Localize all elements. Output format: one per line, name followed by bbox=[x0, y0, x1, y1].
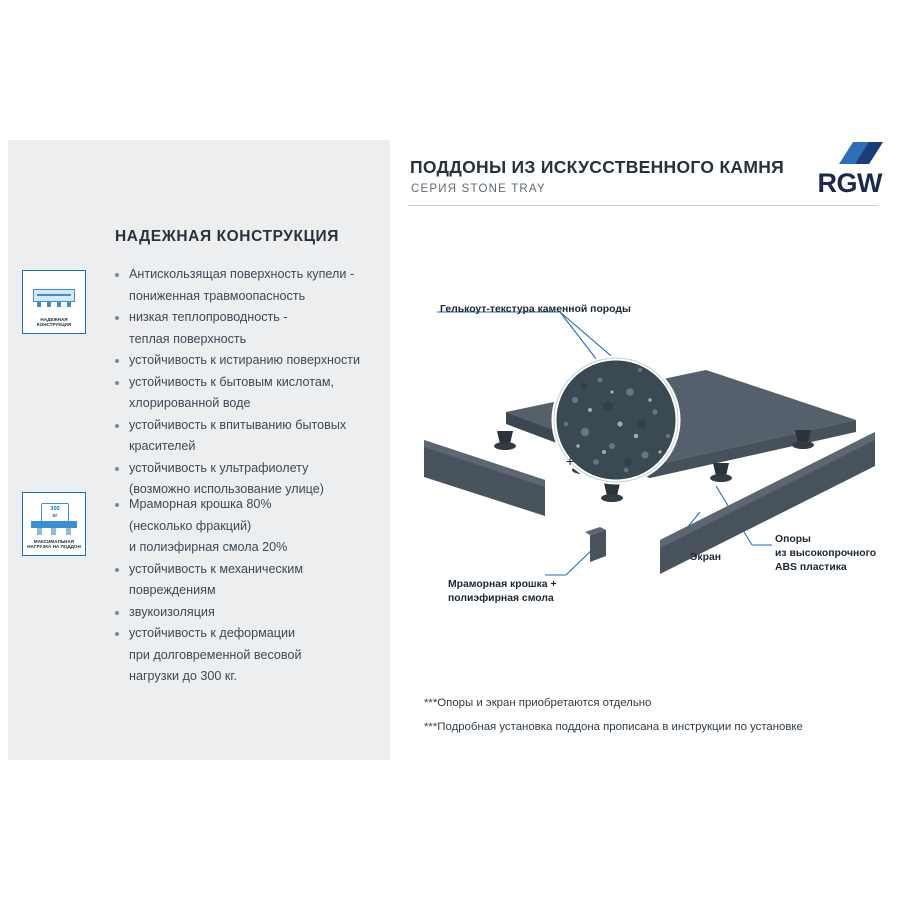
badge-construction-line2: КОНСТРУКЦИЯ bbox=[36, 322, 72, 328]
left-panel-title: НАДЕЖНАЯ КОНСТРУКЦИЯ bbox=[115, 228, 340, 245]
feature-material-item: нагрузки до 300 кг. bbox=[129, 669, 237, 683]
feature-construction-item: хлорированной воде bbox=[129, 396, 251, 410]
label-marble-line1: Мраморная крошка + bbox=[448, 579, 557, 590]
feature-material-item: (несколько фракций) bbox=[129, 518, 252, 533]
page-title: ПОДДОНЫ ИЗ ИСКУССТВЕННОГО КАМНЯ bbox=[410, 157, 785, 177]
page-subtitle: СЕРИЯ STONE TRAY bbox=[411, 183, 546, 195]
label-marble-line2: полиэфирная смола bbox=[448, 593, 554, 604]
feature-material-item: при долговременной весовой bbox=[129, 647, 302, 662]
footnote-2: ***Подробная установка поддона прописана в инструкции по установке bbox=[424, 721, 803, 733]
label-gelcoat: Гелькоут-текстура каменной породы bbox=[440, 304, 631, 315]
feature-material-item: устойчивость к деформации bbox=[115, 623, 393, 645]
feature-construction-item: устойчивость к ультрафиолету bbox=[115, 458, 393, 480]
feature-material-item: устойчивость к механическим bbox=[115, 559, 393, 581]
feature-construction-item: устойчивость к бытовым кислотам, bbox=[115, 372, 393, 394]
label-supports-line1: Опоры bbox=[775, 534, 811, 545]
feature-construction-item: (возможно использование улице) bbox=[129, 482, 324, 496]
feature-construction-item: красителей bbox=[129, 439, 196, 453]
footnote-1: ***Опоры и экран приобретаются отдельно bbox=[424, 697, 652, 709]
label-supports bbox=[775, 533, 876, 575]
label-screen: Экран bbox=[690, 552, 721, 563]
feature-material-item: звукоизоляция bbox=[115, 602, 393, 624]
feature-construction-item: устойчивость к впитыванию бытовых bbox=[115, 415, 393, 437]
feature-material-item: Мраморная крошка 80% bbox=[115, 494, 393, 516]
label-marble bbox=[448, 578, 557, 606]
label-supports-line2: из высокопрочного bbox=[775, 548, 877, 559]
badge-load-unit: кг bbox=[52, 513, 58, 519]
screen-panel-left bbox=[424, 440, 545, 516]
label-supports-line3: ABS пластика bbox=[775, 562, 847, 573]
badge-construction-line1: НАДЕЖНАЯ bbox=[40, 316, 68, 322]
feature-construction-item: пониженная травмоопасность bbox=[129, 288, 306, 303]
feature-construction-item: низкая теплопроводность - bbox=[115, 307, 393, 329]
logo-text: RGW bbox=[817, 168, 882, 198]
badge-load-line1: МАКСИМАЛЬНАЯ bbox=[33, 538, 75, 544]
feature-material-item: повреждениям bbox=[129, 583, 216, 597]
feature-construction-item: Антискользящая поверхность купели - bbox=[115, 264, 393, 286]
svg-text:+: + bbox=[566, 453, 575, 469]
feature-material-item: и полиэфирная смола 20% bbox=[129, 540, 288, 554]
feature-construction-item: устойчивость к истиранию поверхности bbox=[115, 350, 393, 372]
plus-marker bbox=[566, 453, 574, 469]
badge-load-line2: НАГРУЗКА НА ПОДДОН bbox=[27, 544, 81, 550]
feature-construction-item: теплая поверхность bbox=[129, 331, 247, 346]
screen-connector-block bbox=[585, 527, 606, 562]
badge-load-weight: 300 bbox=[50, 506, 60, 512]
